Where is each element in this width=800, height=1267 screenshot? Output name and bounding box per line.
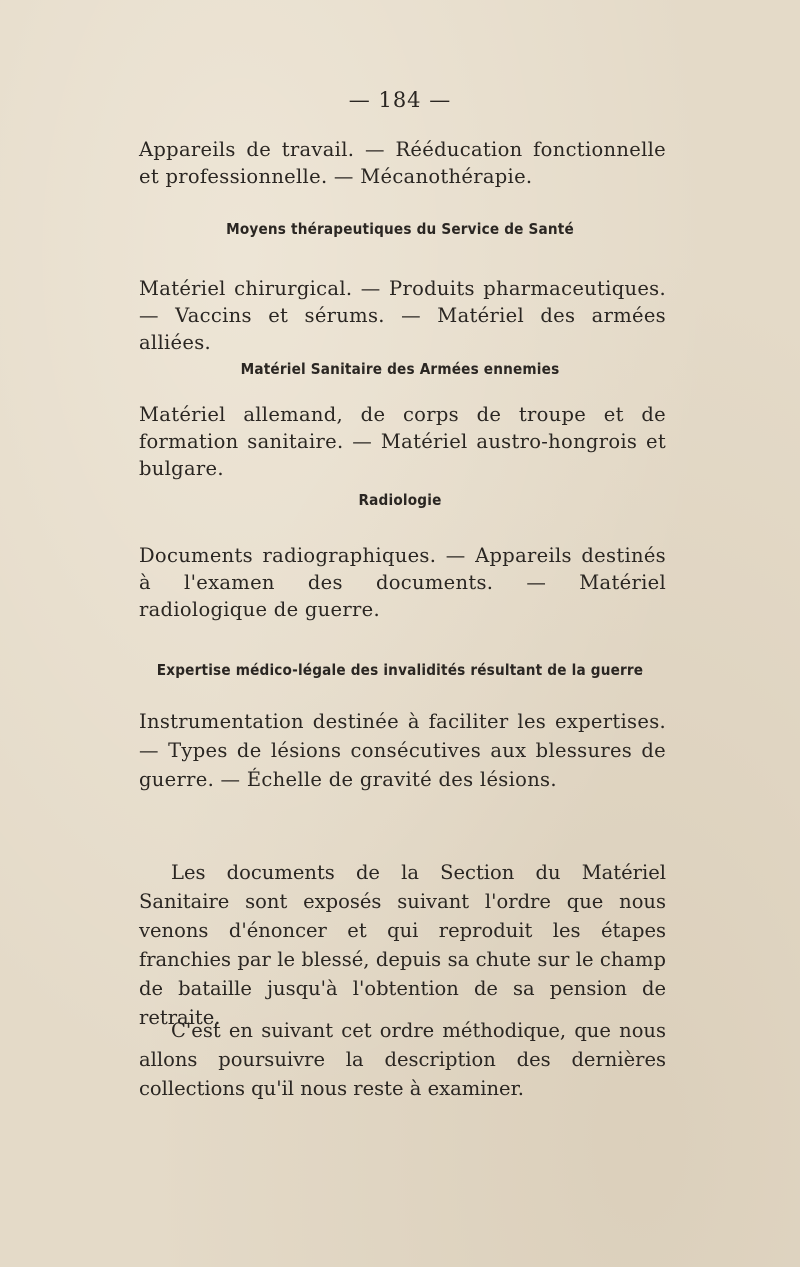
section-heading-medico-legal: Expertise médico-légale des invalidités résultant de la guerre [156, 661, 644, 679]
page-number: — 184 — [348, 88, 452, 112]
section-text-radiology: Documents radiographiques. — Appareils destinés à l'examen des documents. — Matériel radiologique de guerre. [139, 544, 666, 621]
section-text-therapeutic-means: Matériel chirurgical. — Produits pharmaceutiques. — Vaccins et sérums. — Matériel des armées alliées. [139, 277, 666, 354]
section-heading-therapeutic-means: Moyens thérapeutiques du Service de Santé [226, 220, 574, 238]
intro-paragraph: Appareils de travail. — Rééducation fonctionnelle et professionnelle. — Mécanothérapie. [139, 138, 666, 188]
body-paragraph-1: Les documents de la Section du Matériel Sanitaire sont exposés suivant l'ordre que nous venons d'énoncer et qui reproduit les étapes franchies par le blessé, depuis sa chute sur le champ de bataille jusqu'à l'obtention de sa pension de retraite. [139, 861, 666, 1029]
section-text-enemy-equipment: Matériel allemand, de corps de troupe et de formation sanitaire. — Matériel austro-hongrois et bulgare. [139, 403, 666, 480]
section-heading-enemy-equipment: Matériel Sanitaire des Armées ennemies [240, 360, 560, 378]
section-text-medico-legal: Instrumentation destinée à faciliter les expertises. — Types de lésions consécutives aux blessures de guerre. — Échelle de gravité des lésions. [139, 710, 666, 791]
section-heading-radiology: Radiologie [358, 491, 442, 509]
body-paragraph-2: C'est en suivant cet ordre méthodique, que nous allons poursuivre la description des dernières collections qu'il nous reste à examiner. [139, 1019, 666, 1100]
